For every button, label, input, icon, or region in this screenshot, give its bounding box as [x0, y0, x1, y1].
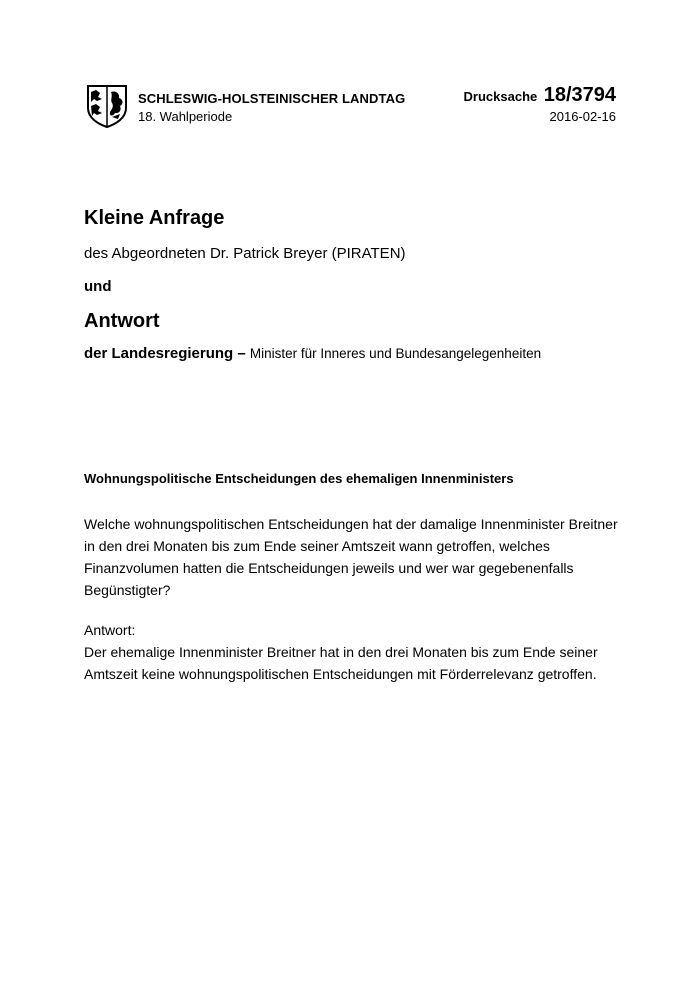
question-text: Welche wohnungspolitischen Entscheidungen hat der damalige Innenminister Breitner in den drei Monaten bis zum Ende seiner Amtszeit wann getroffen, welches Finanzvolumen hatten die Entscheidungen jeweils und wer war gegebenenfalls Begünstigter? — [84, 516, 618, 598]
document-number: 18/3794 — [543, 84, 616, 106]
organization-name: SCHLESWIG-HOLSTEINISCHER LANDTAG — [138, 91, 406, 106]
document-date: 2016-02-16 — [549, 109, 616, 124]
document-header — [86, 84, 616, 130]
document-reference — [464, 84, 616, 107]
conjunction: und — [84, 278, 112, 295]
answer-text: Der ehemalige Innenminister Breitner hat in den drei Monaten bis zum Ende seiner Amtszeit keine wohnungspolitischen Entscheidungen mit Förderrelevanz getroffen. — [84, 644, 598, 682]
document-subtitle: des Abgeordneten Dr. Patrick Breyer (PIRATEN) — [84, 245, 406, 262]
ministry-name: Minister für Inneres und Bundesangelegenheiten — [249, 346, 542, 361]
subject-heading: Wohnungspolitische Entscheidungen des ehemaligen Innenministers — [84, 471, 514, 486]
coat-of-arms-icon — [86, 84, 128, 128]
legislative-period: 18. Wahlperiode — [138, 109, 233, 124]
answer-title: Antwort — [84, 310, 160, 332]
document-title: Kleine Anfrage — [84, 207, 225, 229]
answer-label: Antwort: — [84, 622, 136, 638]
document-label: Drucksache — [463, 89, 538, 104]
government-label: der Landesregierung – — [84, 345, 246, 362]
government-line — [84, 345, 541, 362]
